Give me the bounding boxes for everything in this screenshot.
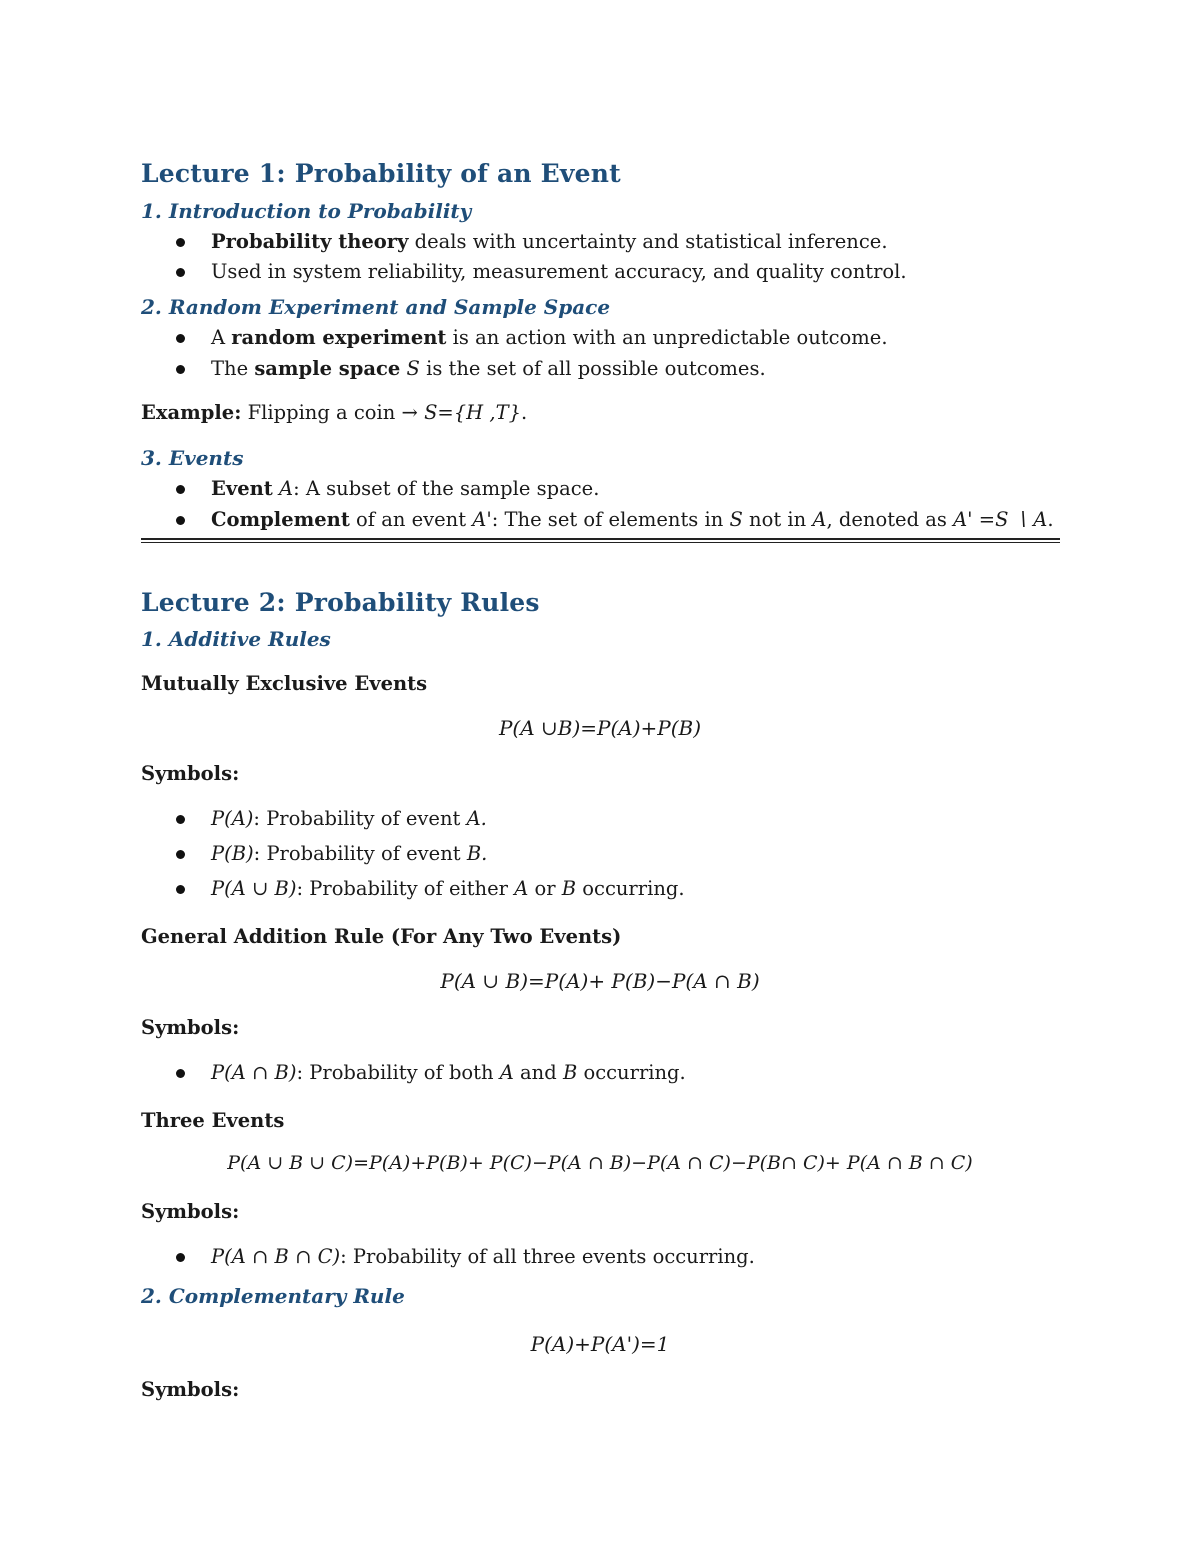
symbols-label: Symbols: — [141, 1016, 240, 1039]
lecture1-section3-title: 3. Events — [141, 446, 244, 470]
lecture1-section2-title: 2. Random Experiment and Sample Space — [141, 295, 611, 319]
list-item: Complement of an event A': The set of elements in S not in A, denoted as A' =S ∖ A. — [211, 508, 1054, 531]
lecture1-section1-title: 1. Introduction to Probability — [141, 199, 472, 223]
three-events-label: Three Events — [141, 1109, 285, 1132]
list-item: P(A ∩ B ∩ C): Probability of all three events occurring. — [211, 1245, 755, 1268]
list-item: Probability theory deals with uncertainty and statistical inference. — [211, 230, 888, 253]
symbols-label: Symbols: — [141, 1378, 240, 1401]
list-item: The sample space S is the set of all possible outcomes. — [211, 357, 766, 380]
lecture2-section1-title: 1. Additive Rules — [141, 627, 331, 651]
bullet-icon — [176, 850, 185, 859]
bullet-icon — [176, 334, 185, 343]
list-item: Used in system reliability, measurement accuracy, and quality control. — [211, 260, 907, 283]
list-item: P(A ∩ B): Probability of both A and B occurring. — [211, 1061, 686, 1084]
bullet-icon — [176, 238, 185, 247]
list-item: A random experiment is an action with an unpredictable outcome. — [211, 326, 888, 349]
equation-mutually-exclusive: P(A ∪B)=P(A)+P(B) — [498, 716, 702, 740]
bullet-icon — [176, 516, 185, 525]
list-item: P(A): Probability of event A. — [211, 807, 487, 830]
list-item: Event A: A subset of the sample space. — [211, 477, 600, 500]
symbols-label: Symbols: — [141, 1200, 240, 1223]
bullet-icon — [176, 365, 185, 374]
equation-general-addition: P(A ∪ B)=P(A)+ P(B)−P(A ∩ B) — [440, 969, 760, 993]
bullet-icon — [176, 1253, 185, 1262]
bullet-icon — [176, 485, 185, 494]
list-item: P(B): Probability of event B. — [211, 842, 488, 865]
lecture1-title: Lecture 1: Probability of an Event — [141, 159, 621, 188]
symbols-label: Symbols: — [141, 762, 240, 785]
equation-three-events: P(A ∪ B ∪ C)=P(A)+P(B)+ P(C)−P(A ∩ B)−P(A ∩ C)−P(B∩ C)+ P(A ∩ B ∩ C) — [227, 1152, 973, 1174]
bullet-icon — [176, 885, 185, 894]
section-divider — [141, 542, 1060, 543]
example-line: Example: Flipping a coin → S={H ,T}. — [141, 401, 528, 424]
bullet-icon — [176, 1069, 185, 1078]
equation-complementary: P(A)+P(A')=1 — [530, 1332, 670, 1356]
lecture2-title: Lecture 2: Probability Rules — [141, 588, 540, 617]
bullet-icon — [176, 815, 185, 824]
mutually-exclusive-label: Mutually Exclusive Events — [141, 672, 428, 695]
lecture2-section2-title: 2. Complementary Rule — [141, 1284, 405, 1308]
bullet-icon — [176, 268, 185, 277]
list-item: P(A ∪ B): Probability of either A or B occurring. — [211, 877, 685, 900]
section-divider — [141, 538, 1060, 540]
general-addition-label: General Addition Rule (For Any Two Events) — [141, 925, 622, 948]
